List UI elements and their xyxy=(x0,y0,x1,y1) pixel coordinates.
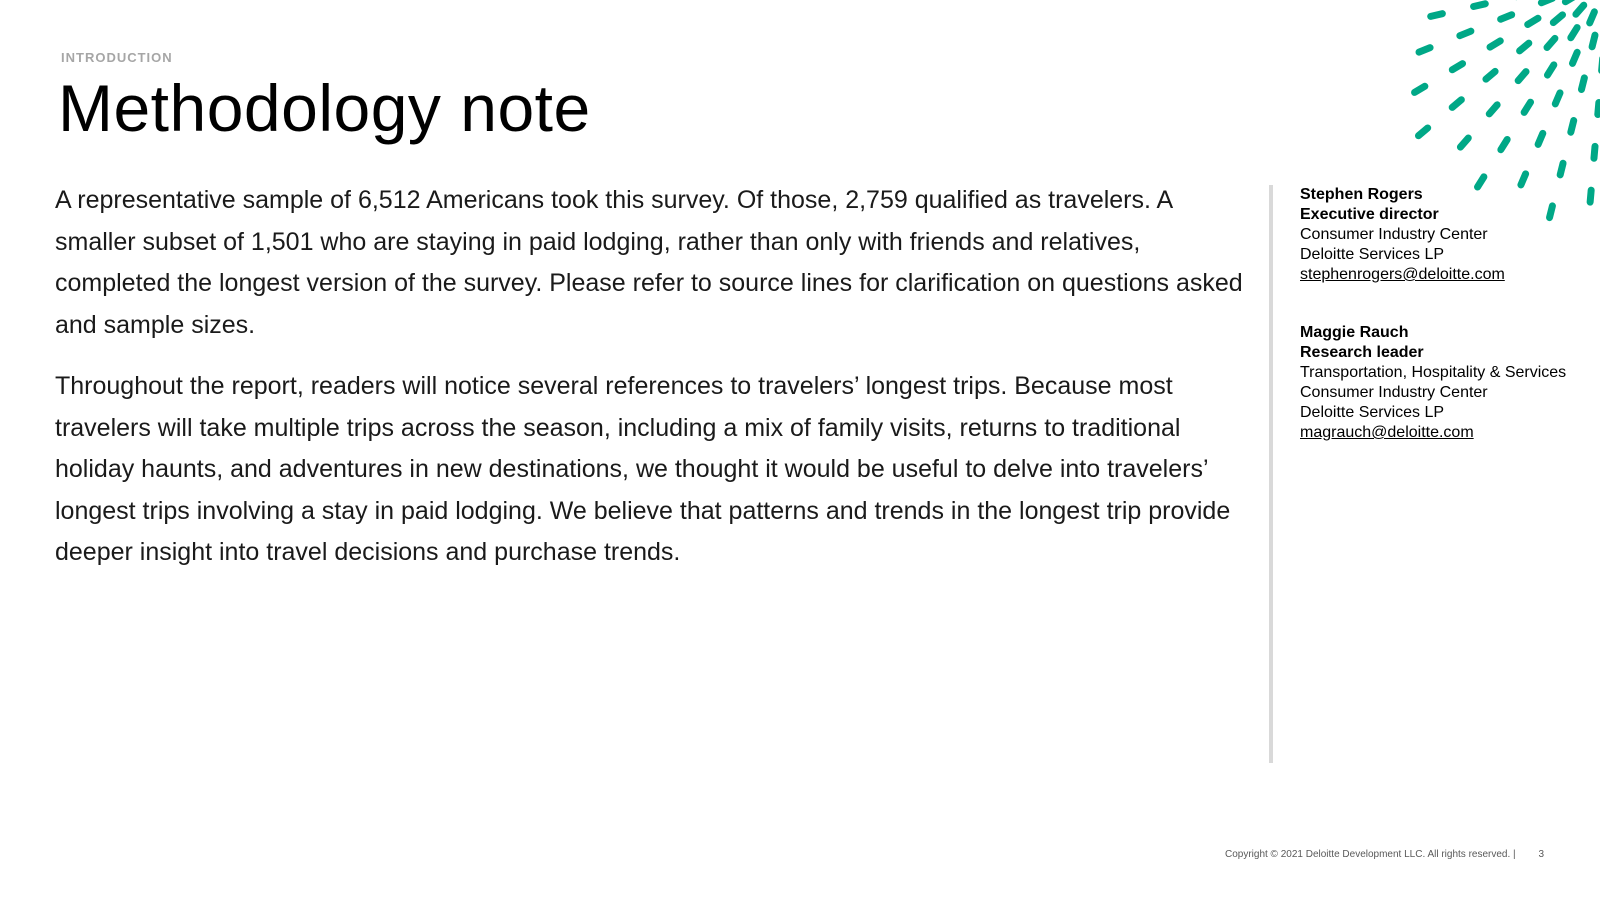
contact-name: Maggie Rauch xyxy=(1300,324,1409,341)
body-text xyxy=(55,180,1245,594)
burst-dash xyxy=(1571,121,1574,133)
contact-line: Deloitte Services LP xyxy=(1300,246,1445,263)
burst-dash xyxy=(1489,105,1497,114)
burst-dash xyxy=(1501,140,1507,150)
burst-dash xyxy=(1418,128,1427,136)
burst-dash xyxy=(1460,138,1468,147)
burst-dash xyxy=(1572,52,1577,63)
contact-role: Research leader xyxy=(1300,344,1424,361)
burst-dash xyxy=(1452,100,1461,108)
burst-dash xyxy=(1598,103,1599,115)
burst-dash xyxy=(1565,0,1575,2)
burst-dash xyxy=(1581,78,1584,90)
section-eyebrow: INTRODUCTION xyxy=(61,50,173,65)
copyright-text: Copyright © 2021 Deloitte Development LLC. All rights reserved. | xyxy=(1224,849,1516,860)
burst-dash xyxy=(1524,102,1530,112)
contacts-panel xyxy=(1300,185,1600,481)
burst-dash xyxy=(1528,18,1538,24)
burst-dash xyxy=(1594,146,1595,158)
burst-dash xyxy=(1590,12,1595,23)
contact-role: Executive director xyxy=(1300,206,1439,223)
burst-dash xyxy=(1541,0,1552,3)
burst-dash xyxy=(1560,163,1563,175)
burst-dash xyxy=(1415,86,1425,92)
page-title: Methodology note xyxy=(58,71,591,145)
burst-dash xyxy=(1571,28,1577,38)
paragraph: A representative sample of 6,512 Americans took this survey. Of those, 2,759 qualified as travelers. A smaller subset of 1,501 who are staying in paid lodging, rather than only with friends and relatives, completed the longest version of the survey. Please refer to source lines for clarification on questions asked and sample sizes. xyxy=(55,186,1243,339)
burst-dash xyxy=(1553,15,1562,23)
page-number: 3 xyxy=(1538,849,1544,860)
contact-email-link[interactable]: stephenrogers@deloitte.com xyxy=(1300,266,1505,283)
contact-name: Stephen Rogers xyxy=(1300,186,1423,203)
paragraph: Throughout the report, readers will notice several references to travelers’ longest trips. Because most travelers will take multiple trips across the season, including a mix of family visits, returns to traditional holiday haunts, and adventures in new destinations, we thought it would be useful to delve into travelers’ longest trips involving a stay in paid lodging. We believe that patterns and trends in the longest trip provide deeper insight into travel decisions and purchase trends. xyxy=(55,372,1231,566)
burst-dash xyxy=(1521,174,1526,185)
burst-dash xyxy=(1431,14,1443,17)
burst-dash xyxy=(1555,93,1560,104)
burst-dash xyxy=(1501,15,1512,19)
contact-line: Deloitte Services LP xyxy=(1300,404,1445,421)
burst-dash xyxy=(1538,133,1543,144)
burst-dash xyxy=(1592,35,1595,47)
vertical-divider xyxy=(1269,185,1273,763)
burst-dash xyxy=(1576,5,1584,14)
burst-dash xyxy=(1460,31,1471,35)
burst-dash xyxy=(1518,72,1526,81)
burst-dash xyxy=(1419,48,1430,52)
contact-card xyxy=(1300,323,1600,443)
contact-email-link[interactable]: magrauch@deloitte.com xyxy=(1300,424,1474,441)
burst-dash xyxy=(1547,38,1555,47)
burst-dash xyxy=(1452,64,1462,70)
footer xyxy=(1225,849,1544,860)
contact-card xyxy=(1300,185,1600,285)
contact-line: Consumer Industry Center xyxy=(1300,226,1488,243)
burst-dash xyxy=(1474,4,1486,7)
contact-line: Transportation, Hospitality & Services xyxy=(1300,364,1567,381)
burst-dash xyxy=(1486,71,1495,79)
burst-dash xyxy=(1490,41,1500,47)
burst-dash xyxy=(1547,65,1553,75)
burst-dash xyxy=(1520,43,1529,51)
contact-line: Consumer Industry Center xyxy=(1300,384,1488,401)
